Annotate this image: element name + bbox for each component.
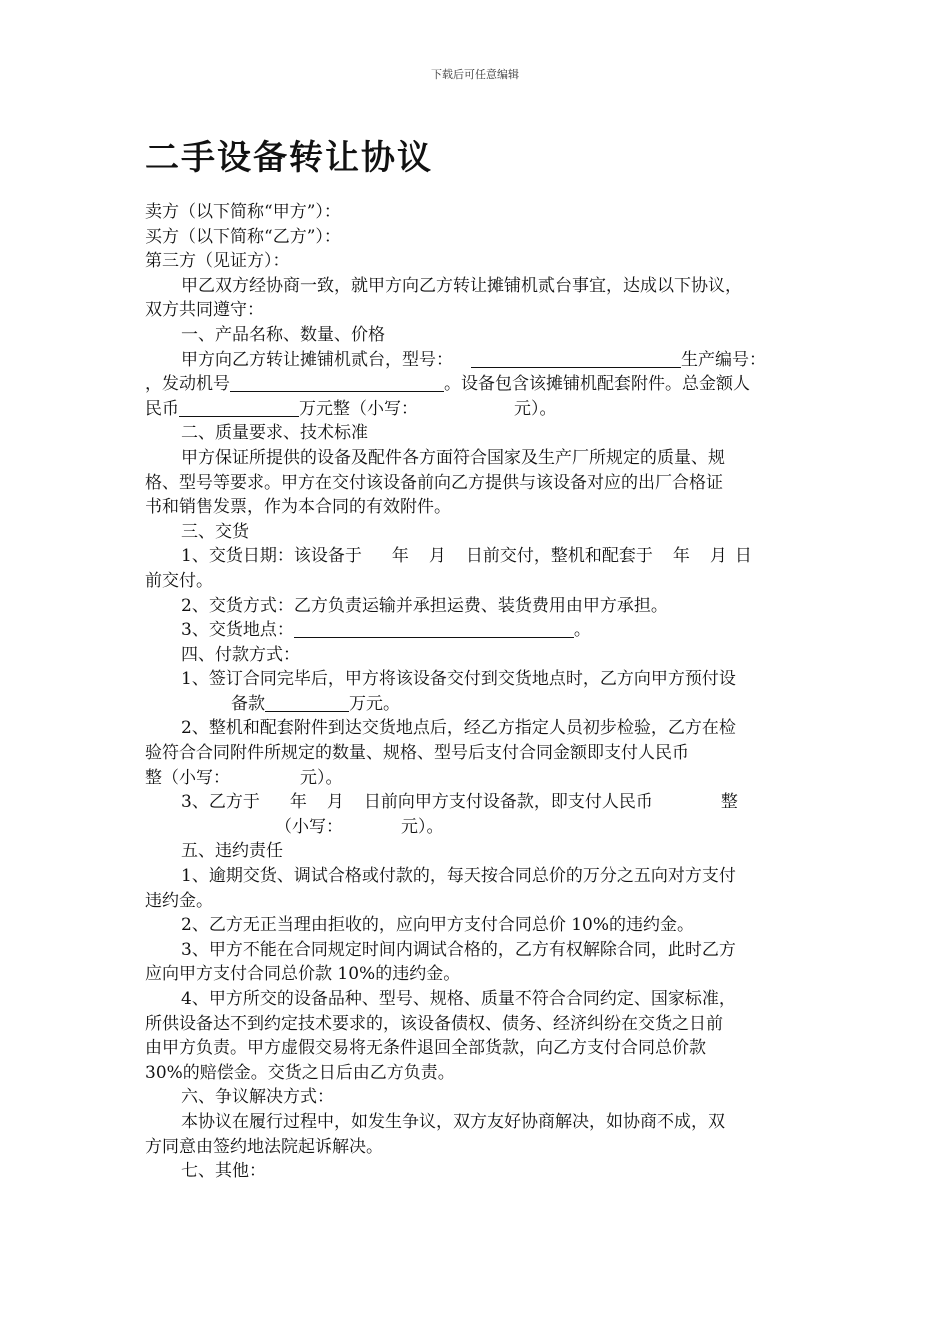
delivery-place-blank[interactable] bbox=[294, 619, 574, 638]
prepayment-blank[interactable] bbox=[265, 693, 349, 712]
intro-paragraph: 甲乙双方经协商一致，就甲方向乙方转让摊铺机贰台事宜，达成以下协议， bbox=[181, 275, 742, 296]
section-3-line-1 bbox=[145, 544, 810, 569]
section-2-title: 二、质量要求、技术标准 bbox=[181, 423, 368, 444]
section-7-title: 七、其他： bbox=[181, 1161, 266, 1182]
section-1-line-2 bbox=[145, 372, 810, 397]
text: 整 bbox=[720, 792, 738, 813]
section-4-line-1: 1、签订合同完毕后，甲方将该设备交付到交货地点时，乙方向甲方预付设 bbox=[181, 669, 736, 690]
section-6-title: 六、争议解决方式： bbox=[181, 1087, 334, 1108]
section-4-line-1-cont bbox=[145, 692, 810, 717]
section-4-line-3-cont bbox=[145, 815, 810, 840]
text: ，发动机号 bbox=[145, 374, 230, 395]
section-1-line-1 bbox=[145, 348, 810, 373]
section-4-line-2-end bbox=[145, 766, 810, 791]
section-3-line-3 bbox=[145, 618, 810, 643]
text: 整（小写： bbox=[145, 767, 230, 788]
buyer-line: 买方（以下简称“乙方”）： bbox=[145, 226, 341, 247]
section-4-line-2: 2、整机和配套附件到达交货地点后，经乙方指定人员初步检验，乙方在检 bbox=[181, 718, 736, 739]
section-6-line-1: 本协议在履行过程中，如发生争议，双方友好协商解决，如协商不成，双 bbox=[181, 1111, 725, 1132]
section-5-line-4-cont-2: 由甲方负责。甲方虚假交易将无条件退回全部货款，向乙方支付合同总价款 bbox=[145, 1038, 706, 1059]
section-5-line-4-cont-1: 所供设备达不到约定技术要求的，该设备债权、债务、经济纠纷在交货之日前 bbox=[145, 1013, 723, 1034]
section-5-line-1: 1、逾期交货、调试合格或付款的，每天按合同总价的万分之五向对方支付 bbox=[181, 866, 736, 887]
section-2-line-1: 甲方保证所提供的设备及配件各方面符合国家及生产厂所规定的质量、规 bbox=[181, 447, 725, 468]
text: 月 bbox=[428, 546, 446, 567]
section-2-line-3: 书和销售发票，作为本合同的有效附件。 bbox=[145, 497, 451, 518]
section-4-line-3 bbox=[145, 790, 810, 815]
section-5-title: 五、违约责任 bbox=[181, 841, 283, 862]
engine-number-blank[interactable] bbox=[230, 373, 444, 392]
section-3-line-2: 2、交货方式：乙方负责运输并承担运费、装货费用由甲方承担。 bbox=[181, 595, 668, 616]
text: 日前向甲方支付设备款，即支付人民币 bbox=[363, 792, 653, 813]
text: 年 bbox=[289, 792, 307, 813]
section-5-line-4-cont-3: 30%的赔偿金。交货之日后由乙方负责。 bbox=[145, 1062, 455, 1083]
text: 元）。 bbox=[401, 816, 444, 837]
section-2-line-2: 格、型号等要求。甲方在交付该设备前向乙方提供与该设备对应的出厂合格证 bbox=[145, 472, 723, 493]
text: 。设备包含该摊铺机配套附件。总金额人 bbox=[444, 374, 750, 395]
text: 日 bbox=[734, 546, 752, 567]
model-blank[interactable] bbox=[471, 349, 681, 368]
section-6-line-1-cont: 方同意由签约地法院起诉解决。 bbox=[145, 1136, 383, 1157]
text: 日前交付，整机和配套于 bbox=[465, 546, 653, 567]
text: 年 bbox=[672, 546, 690, 567]
text: 元）。 bbox=[300, 767, 343, 788]
intro-paragraph-cont: 双方共同遵守： bbox=[145, 300, 264, 321]
text: 1、交货日期：该设备于 bbox=[181, 546, 362, 567]
section-1-line-3 bbox=[145, 397, 810, 422]
section-3-line-1-cont: 前交付。 bbox=[145, 570, 213, 591]
section-4-line-2-cont: 验符合合同附件所规定的数量、规格、型号后支付合同金额即支付人民币 bbox=[145, 743, 689, 764]
text: 年 bbox=[391, 546, 409, 567]
section-5-line-3: 3、甲方不能在合同规定时间内调试合格的，乙方有权解除合同，此时乙方 bbox=[181, 939, 736, 960]
seller-line: 卖方（以下简称“甲方”）： bbox=[145, 202, 341, 222]
text: 3、交货地点： bbox=[181, 620, 294, 641]
section-5-line-3-cont: 应向甲方支付合同总价款 10%的违约金。 bbox=[145, 964, 461, 985]
text: 备款 bbox=[231, 693, 265, 714]
section-5-line-4: 4、甲方所交的设备品种、型号、规格、质量不符合合同约定、国家标准， bbox=[181, 989, 736, 1009]
document-body bbox=[145, 200, 810, 1184]
text: 生产编号： bbox=[681, 349, 766, 370]
text: 3、乙方于 bbox=[181, 792, 260, 813]
header-note: 下载后可任意编辑 bbox=[431, 68, 519, 81]
section-5-line-2: 2、乙方无正当理由拒收的，应向甲方支付合同总价 10%的违约金。 bbox=[181, 915, 695, 936]
text: 万元整（小写： bbox=[299, 398, 418, 419]
section-5-line-1-cont: 违约金。 bbox=[145, 890, 213, 911]
text: 月 bbox=[709, 546, 727, 567]
text: （小写： bbox=[275, 816, 343, 837]
text: 民币 bbox=[145, 398, 179, 419]
section-4-title: 四、付款方式： bbox=[181, 644, 300, 665]
text: 元）。 bbox=[514, 398, 557, 419]
document-title: 二手设备转让协议 bbox=[145, 138, 433, 178]
text: 甲方向乙方转让摊铺机贰台，型号： bbox=[181, 349, 453, 370]
section-3-title: 三、交货 bbox=[181, 521, 249, 542]
section-1-title: 一、产品名称、数量、价格 bbox=[181, 324, 385, 345]
witness-line: 第三方（见证方）： bbox=[145, 251, 290, 272]
text: 万元。 bbox=[349, 693, 400, 714]
text: 。 bbox=[573, 620, 591, 641]
amount-blank[interactable] bbox=[179, 398, 299, 417]
text: 月 bbox=[326, 792, 344, 813]
